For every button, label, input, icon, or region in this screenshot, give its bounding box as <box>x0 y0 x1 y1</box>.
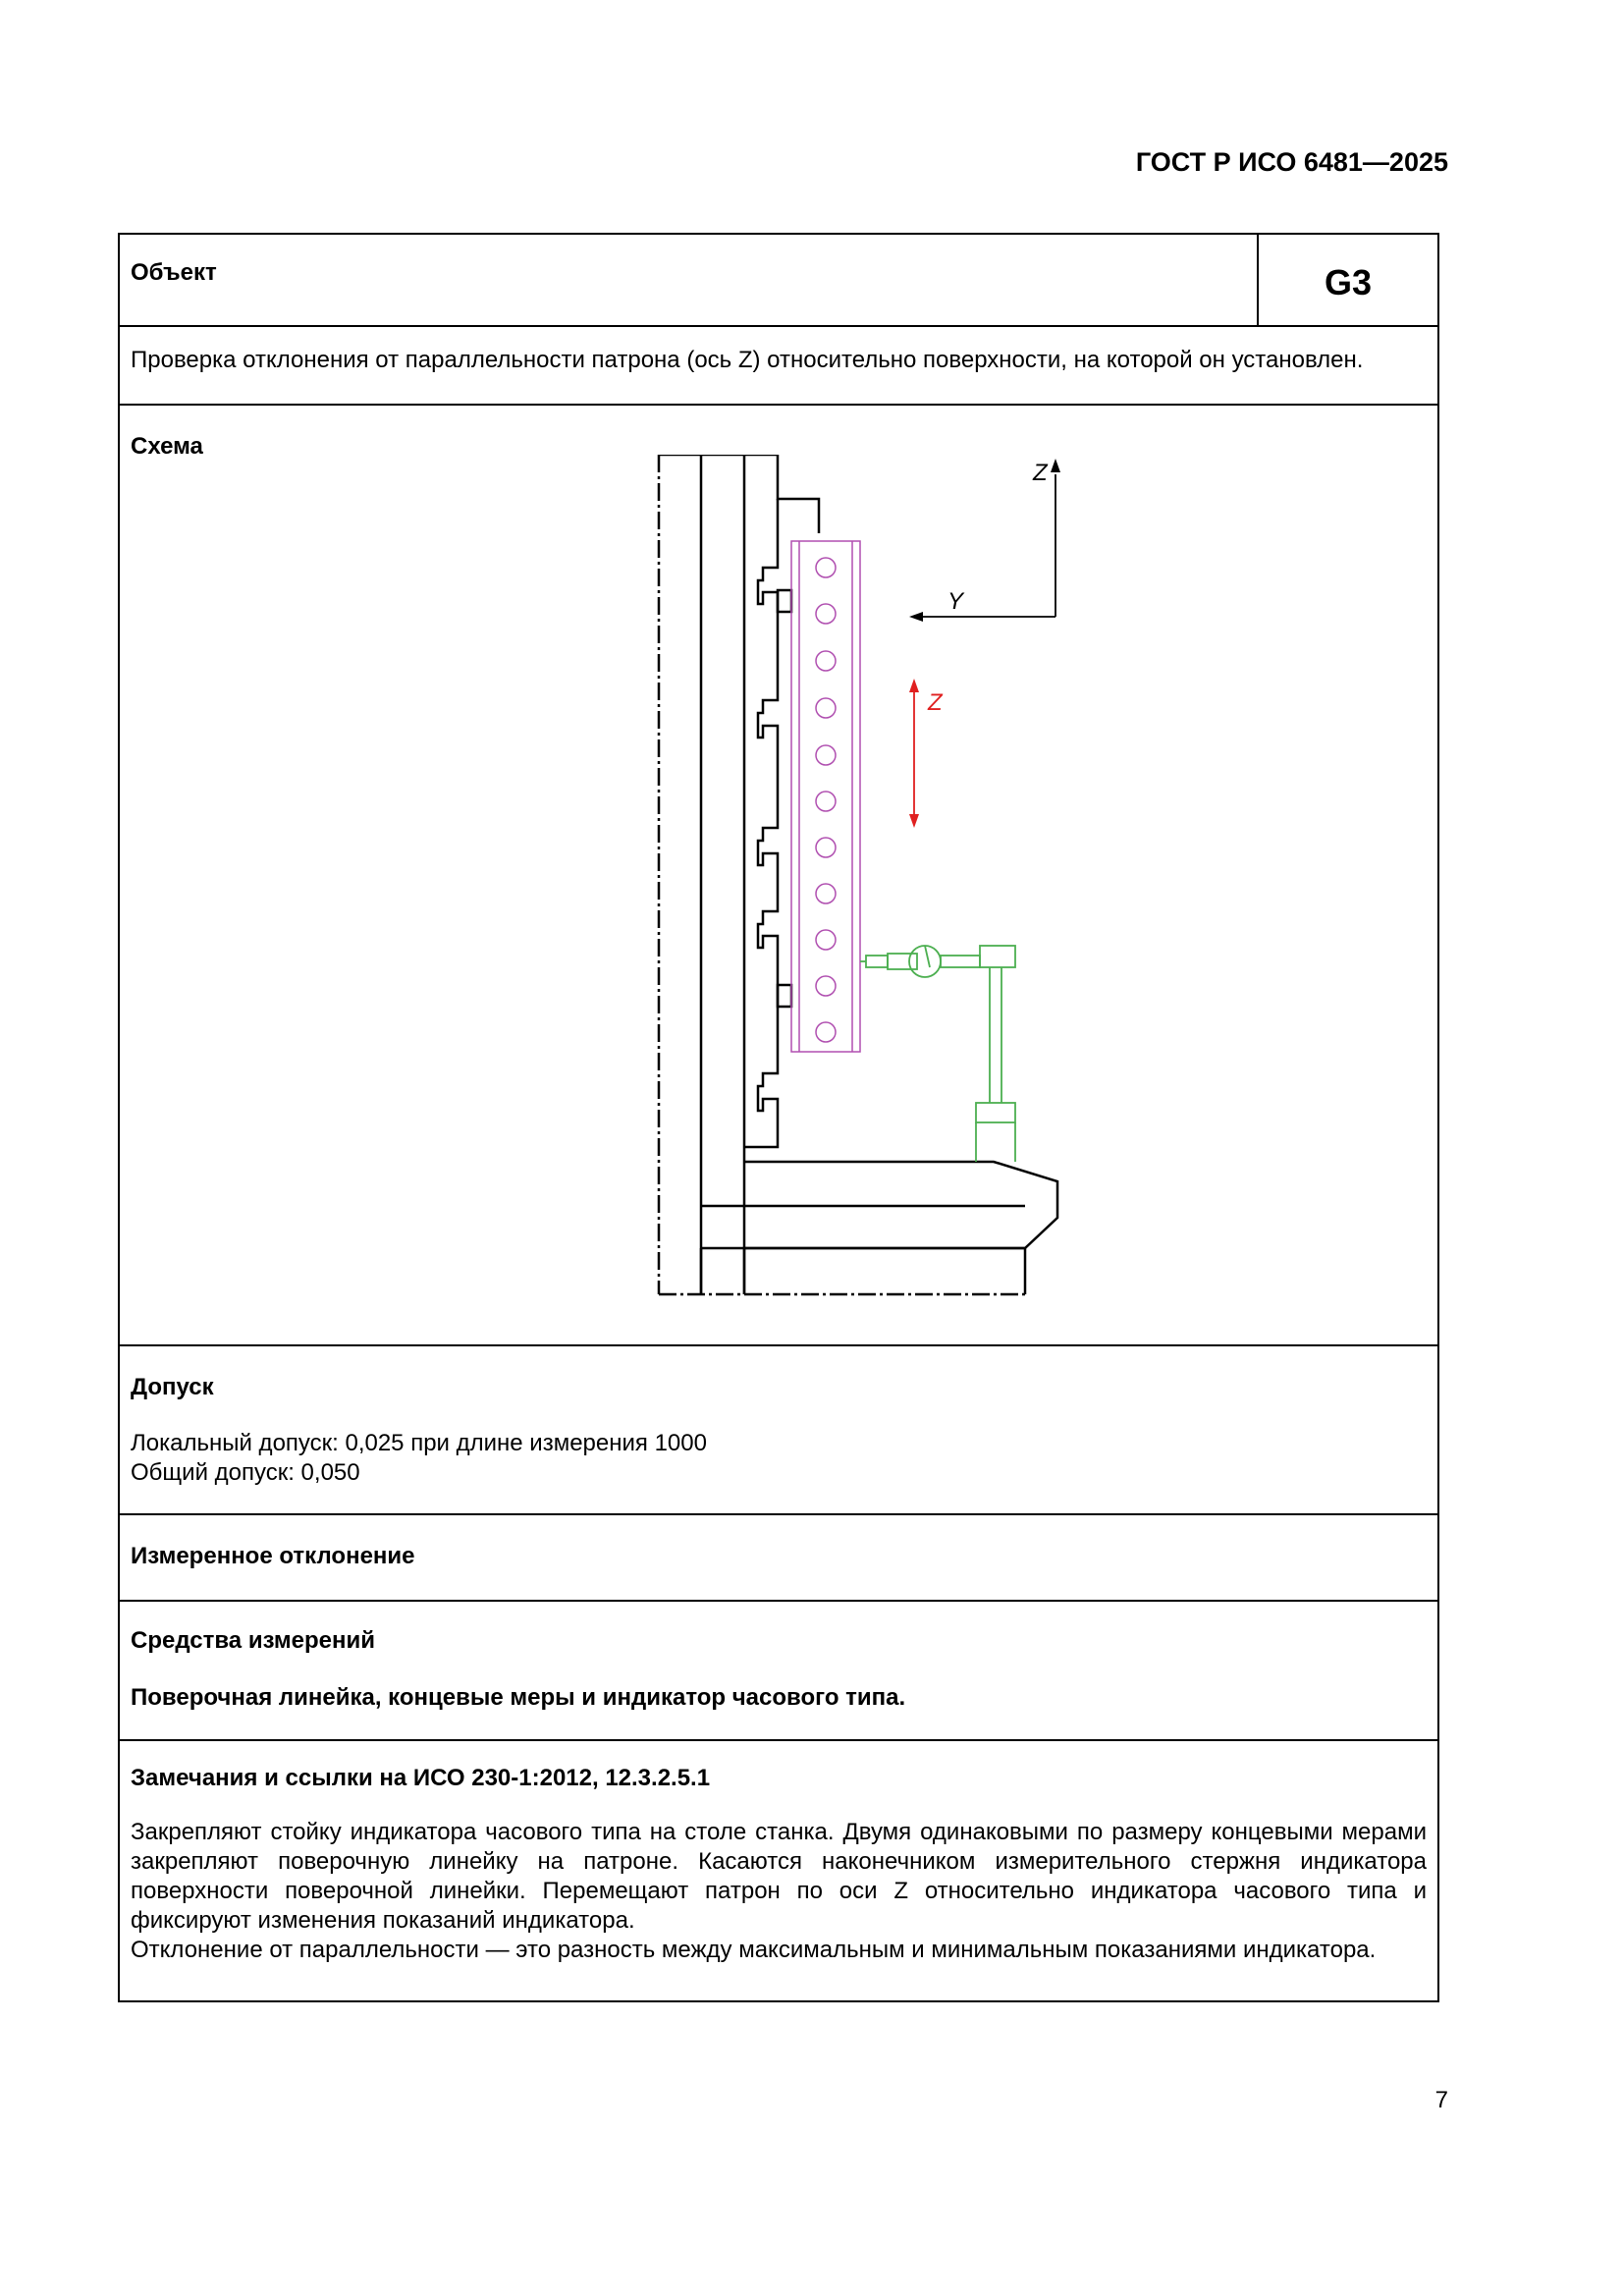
dial-indicator <box>860 946 1015 1162</box>
tools-text: Поверочная линейка, концевые меры и индикатор часового типа. <box>131 1684 906 1711</box>
notes-row <box>120 1741 1437 2000</box>
scheme-diagram <box>532 455 1082 1319</box>
axis-y-label: Y <box>947 588 964 615</box>
axis-z-label: Z <box>1033 460 1048 486</box>
page-number: 7 <box>1434 2087 1448 2113</box>
object-label: Объект <box>120 235 1259 325</box>
local-tolerance: Локальный допуск: 0,025 при длине измерения 1000 <box>131 1430 707 1456</box>
document-id: ГОСТ Р ИСО 6481—2025 <box>1135 147 1448 177</box>
tools-row <box>120 1602 1437 1741</box>
machine-column <box>659 455 1057 1294</box>
measured-row <box>120 1515 1437 1602</box>
straightedge-ruler <box>791 541 860 1052</box>
notes-paragraph-2: Отклонение от параллельности — это разность между максимальным и минимальным показаниями индикатора. <box>131 1937 1377 1963</box>
tolerance-row <box>120 1346 1437 1515</box>
motion-axis-label: Z <box>928 689 943 716</box>
notes-paragraph-1: Закрепляют стойку индикатора часового типа на столе станка. Двумя одинаковыми по размеру концевыми мерами закрепляют поверочную линейку на патроне. Касаются наконечником измерительного стержня индикатора поверхности поверочной линейки. Перемещают патрон по оси Z относительно индикатора часового типа и фиксируют изменения показаний индикатора. <box>131 1819 1427 1934</box>
total-tolerance: Общий допуск: 0,050 <box>131 1459 360 1486</box>
tolerance-title: Допуск <box>131 1374 214 1400</box>
object-code: G3 <box>1324 262 1373 302</box>
measured-title: Измеренное отклонение <box>131 1543 415 1569</box>
description-row <box>120 327 1437 406</box>
notes-title: Замечания и ссылки на ИСО 230-1:2012, 12.3.2.5.1 <box>131 1765 711 1791</box>
scheme-row <box>120 406 1437 1346</box>
object-row <box>120 235 1437 327</box>
check-card <box>118 233 1439 2002</box>
tools-title: Средства измерений <box>131 1627 376 1654</box>
scheme-label: Схема <box>131 433 203 460</box>
description-text: Проверка отклонения от параллельности патрона (ось Z) относительно поверхности, на которой он установлен. <box>131 347 1364 373</box>
motion-arrow <box>909 679 919 828</box>
